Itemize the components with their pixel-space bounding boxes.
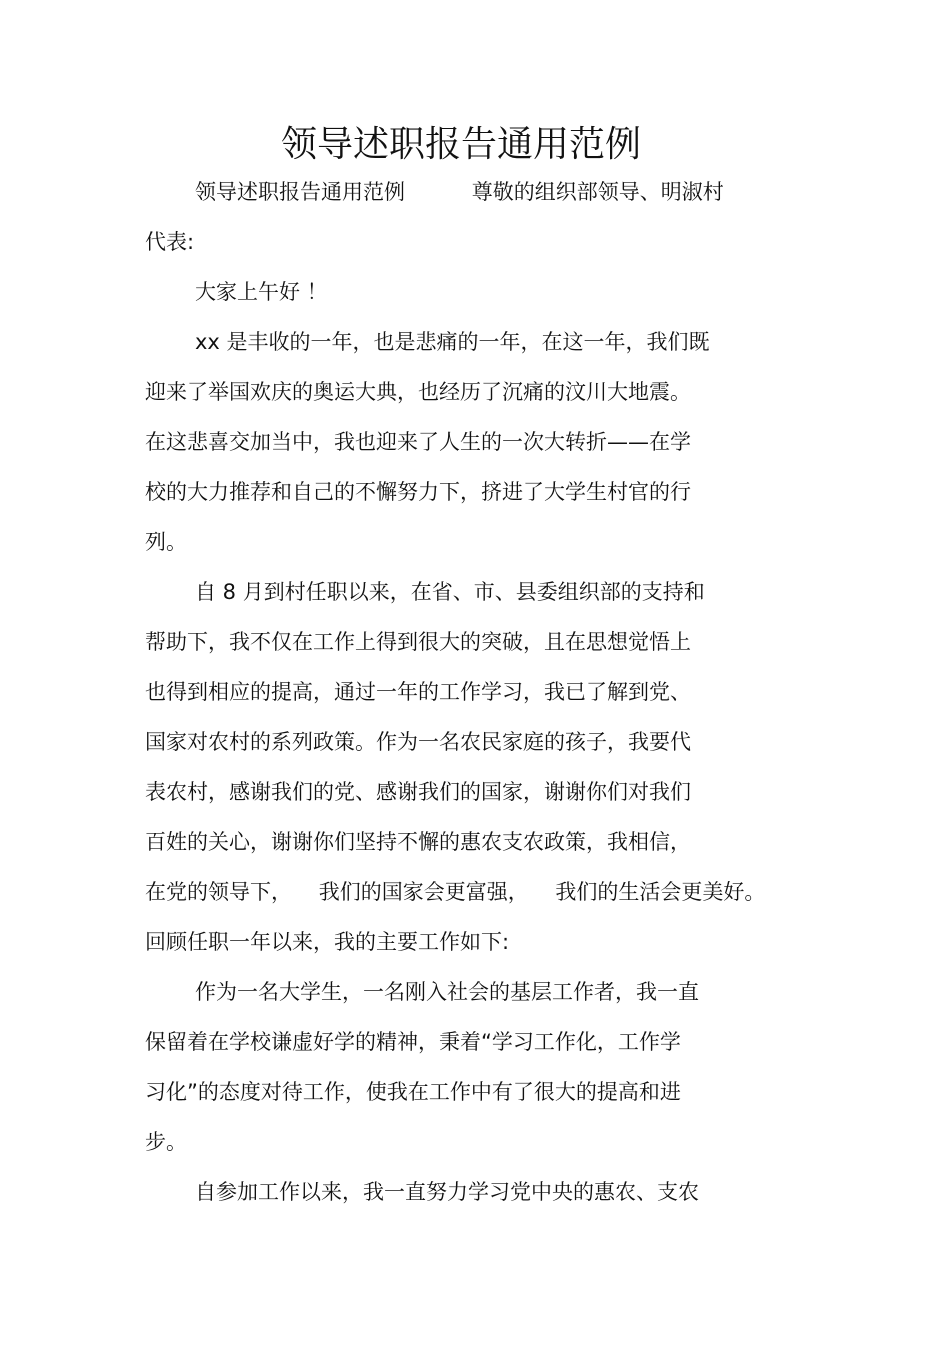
paragraph-line: 国家对农村的系列政策。作为一名农民家庭的孩子，我要代 xyxy=(145,730,691,754)
document-title: 领导述职报告通用范例 xyxy=(280,124,641,165)
paragraph-line: 在党的领导下， 我们的国家会更富强， 我们的生活会更美好。 xyxy=(145,880,766,904)
paragraph-line: 帮助下，我不仅在工作上得到很大的突破，且在思想觉悟上 xyxy=(145,630,691,654)
paragraph-line: 大家上午好 ！ xyxy=(195,280,328,304)
paragraph-line: 保留着在学校谦虚好学的精神，秉着“学习工作化，工作学 xyxy=(145,1030,681,1054)
paragraph-line: xx 是丰收的一年，也是悲痛的一年，在这一年，我们既 xyxy=(195,330,710,354)
paragraph-line: 迎来了举国欢庆的奥运大典，也经历了沉痛的汶川大地震。 xyxy=(145,380,691,404)
paragraph-line: 习化”的态度对待工作，使我在工作中有了很大的提高和进 xyxy=(145,1080,681,1104)
paragraph-line: 百姓的关心，谢谢你们坚持不懈的惠农支农政策，我相信， xyxy=(145,830,691,854)
paragraph-line: 校的大力推荐和自己的不懈努力下，挤进了大学生村官的行 xyxy=(145,480,691,504)
paragraph-line: 列。 xyxy=(145,530,187,554)
paragraph-line: 步。 xyxy=(145,1130,187,1154)
paragraph-line: 表农村，感谢我们的党、感谢我们的国家，谢谢你们对我们 xyxy=(145,780,691,804)
paragraph-line: 自 8 月到村任职以来，在省、市、县委组织部的支持和 xyxy=(195,580,705,604)
paragraph-line: 领导述职报告通用范例 尊敬的组织部领导、明淑村 xyxy=(195,180,724,204)
paragraph-line: 回顾任职一年以来，我的主要工作如下: xyxy=(145,930,510,954)
paragraph-line: 也得到相应的提高，通过一年的工作学习，我已了解到党、 xyxy=(145,680,691,704)
paragraph-line: 作为一名大学生，一名刚入社会的基层工作者，我一直 xyxy=(195,980,699,1004)
paragraph-line: 在这悲喜交加当中，我也迎来了人生的一次大转折——在学 xyxy=(145,430,691,454)
paragraph-line: 代表: xyxy=(145,230,195,254)
paragraph-line: 自参加工作以来，我一直努力学习党中央的惠农、支农 xyxy=(195,1180,699,1204)
